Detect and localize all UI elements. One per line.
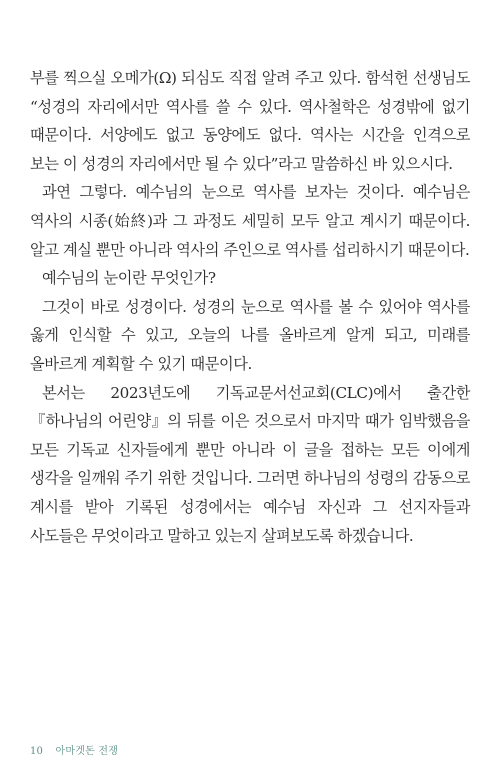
paragraph-continued: 부를 찍으실 오메가(Ω) 되심도 직접 알려 주고 있다. 함석헌 선생님도 “성경의 자리에서만 역사를 쓸 수 있다. 역사철학은 성경밖에 없기 때문이다. 서양에도 없고 동양에도 없다. 역사는 시간을 인격으로 보는 이 성경의 자리에서만 될 수 있다”라고 말씀하신 바 있으시다. [30,69,470,173]
paragraph-question: 예수님의 눈이란 무엇인가? [42,269,216,288]
page-number: 10 [30,746,44,757]
paragraph: 그것이 바로 성경이다. 성경의 눈으로 역사를 볼 수 있어야 역사를 옳게 인식할 수 있고, 오늘의 나를 올바르게 알게 되고, 미래를 올바르게 계획할 수 있기 때문이다. [30,297,470,373]
paragraph: 본서는 2023년도에 기독교문서선교회(CLC)에서 출간한 『하나님의 어린양』의 뒤를 이은 것으로서 마지막 때가 임박했음을 모든 기독교 신자들에게 뿐만 아니라 이 글을 접하는 모든 이에게 생각을 일깨워 주기 위한 것입니다. 그러면 하나님의 성령의 감동으로 계시를 받아 기록된 성경에서는 예수님 자신과 그 선지자들과 사도들은 무엇이라고 말하고 있는지 살펴보도록 하겠습니다. [30,383,470,545]
paragraph: 과연 그렇다. 예수님의 눈으로 역사를 보자는 것이다. 예수님은 역사의 시종(始終)과 그 과정도 세밀히 모두 알고 계시기 때문이다. 알고 계실 뿐만 아니라 역사의 주인으로 역사를 섭리하시기 때문이다. [30,183,470,259]
page-footer [30,742,118,757]
running-title: 아마겟돈 전쟁 [55,746,119,757]
body-text [30,64,470,550]
